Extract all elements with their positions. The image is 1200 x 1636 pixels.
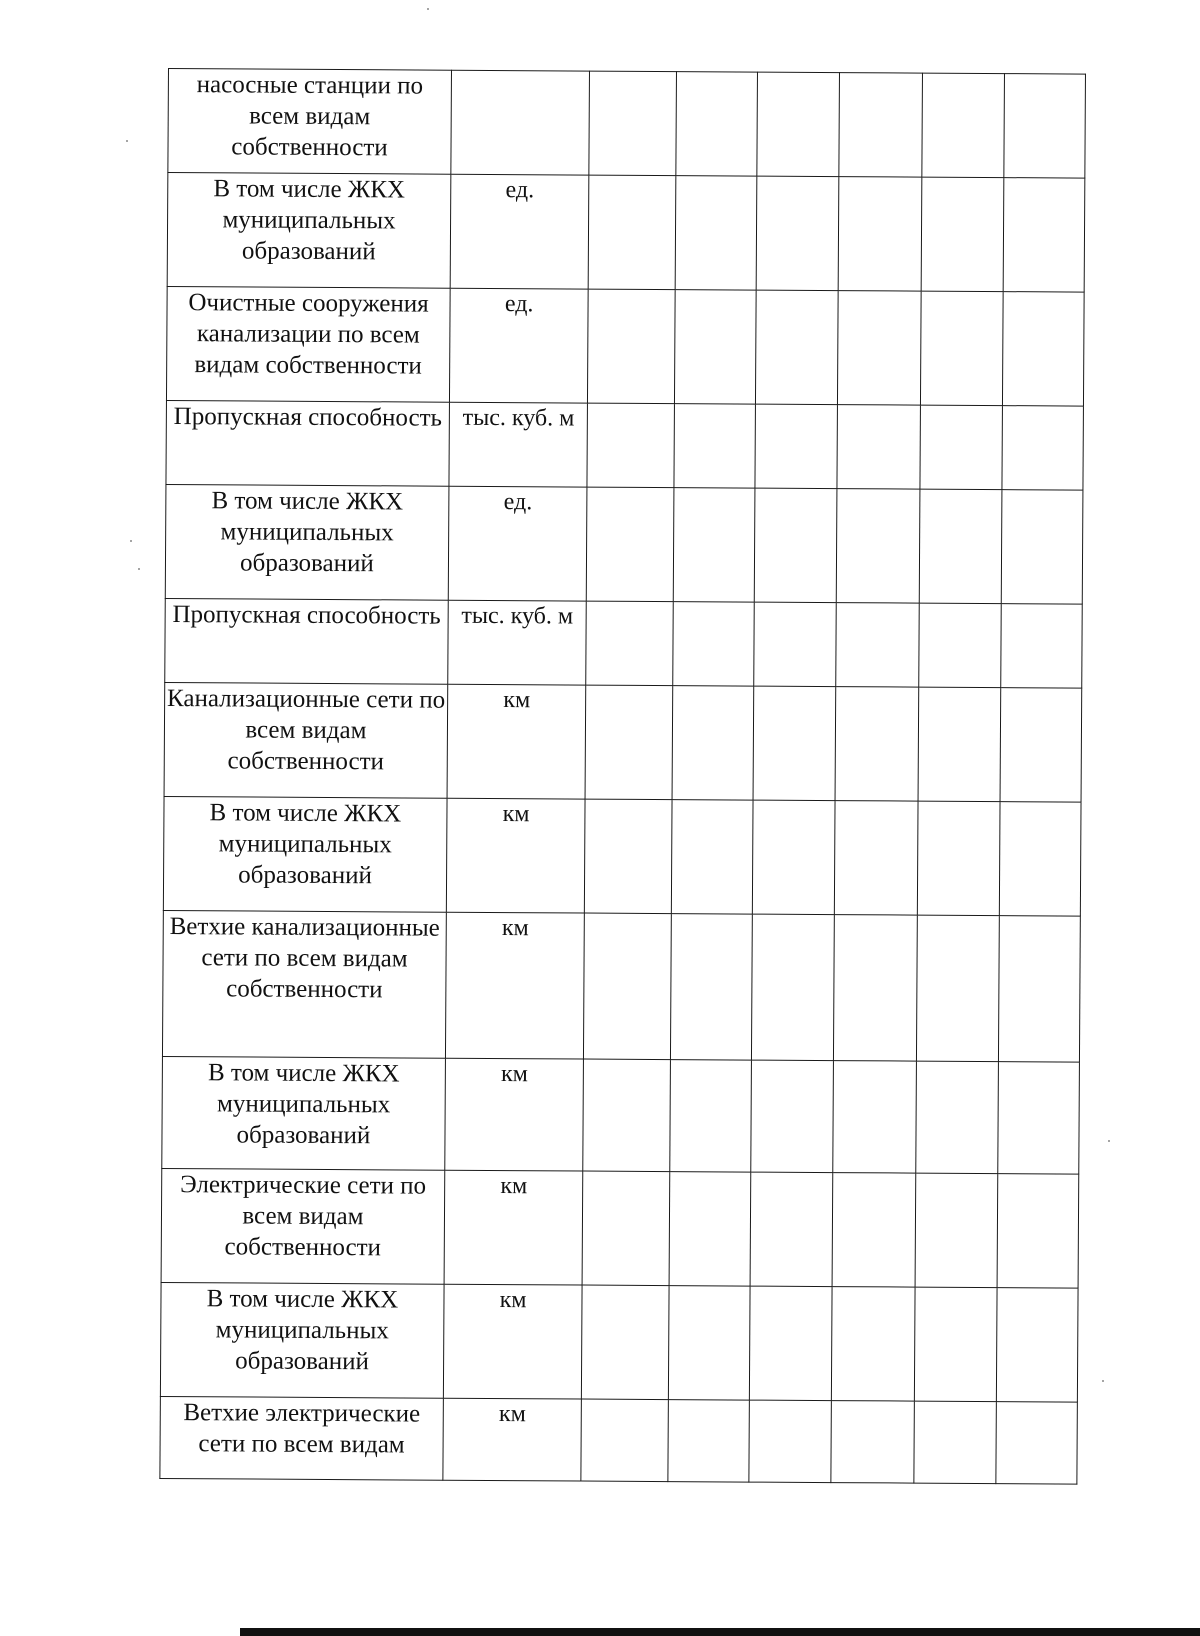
table-row [165, 484, 1083, 604]
table-row [167, 173, 1085, 293]
row-name: Ветхие электрические сети по всем видам [160, 1396, 443, 1480]
empty-cell [835, 801, 918, 916]
empty-cell [834, 915, 917, 1062]
empty-cell [588, 289, 675, 404]
empty-cell [586, 601, 673, 686]
table-row [162, 1056, 1080, 1174]
empty-cell [672, 686, 753, 800]
empty-cell [587, 403, 674, 488]
row-unit: км [445, 1058, 584, 1171]
table-row [163, 796, 1081, 916]
empty-cell [752, 800, 835, 915]
scan-speck [427, 8, 429, 10]
empty-cell [671, 800, 752, 914]
empty-cell [589, 71, 676, 176]
row-name: Пропускная способность [165, 598, 448, 684]
empty-cell [756, 72, 839, 177]
empty-cell [1004, 74, 1085, 178]
table-row [160, 1282, 1078, 1402]
empty-cell [919, 489, 1002, 604]
row-name: насосные станции по всем видам собственности [168, 69, 452, 175]
empty-cell [584, 913, 672, 1060]
empty-cell [673, 602, 754, 686]
scan-speck [1102, 1380, 1104, 1382]
table-row [164, 682, 1082, 802]
empty-cell [922, 73, 1005, 178]
row-unit: км [445, 912, 584, 1059]
table-row [166, 400, 1083, 490]
empty-cell [832, 1287, 915, 1402]
row-unit: км [443, 1284, 582, 1399]
empty-cell [669, 1172, 750, 1286]
empty-cell [668, 1286, 749, 1400]
row-unit: км [447, 684, 586, 799]
empty-cell [1000, 802, 1081, 916]
scan-speck [1108, 1140, 1110, 1142]
row-unit: ед. [448, 486, 587, 601]
empty-cell [1001, 604, 1082, 688]
empty-cell [588, 175, 675, 290]
empty-cell [835, 687, 918, 802]
empty-cell [673, 488, 754, 602]
empty-cell [756, 176, 839, 291]
row-name: В том числе ЖКХ муниципальных образований [163, 796, 447, 912]
empty-cell [675, 176, 756, 290]
table-row [160, 1396, 1077, 1484]
empty-cell [581, 1399, 668, 1482]
row-name: Канализационные сети по всем видам собственности [164, 682, 448, 798]
empty-cell [916, 1061, 999, 1174]
empty-cell [837, 405, 920, 490]
row-name: В том числе ЖКХ муниципальных образований [162, 1056, 446, 1170]
empty-cell [1003, 292, 1084, 406]
empty-cell [676, 72, 757, 176]
row-name: Ветхие канализационные сети по всем видам собственности [162, 910, 446, 1058]
empty-cell [997, 1174, 1078, 1288]
empty-cell [996, 1402, 1077, 1484]
empty-cell [668, 1400, 749, 1482]
row-name: Очистные сооружения канализации по всем видам собственности [166, 286, 450, 402]
empty-cell [920, 405, 1003, 490]
row-unit [451, 70, 590, 175]
table-row [162, 910, 1080, 1062]
table-row [166, 286, 1084, 406]
row-unit: ед. [449, 288, 588, 403]
empty-cell [750, 1060, 833, 1173]
empty-cell [751, 914, 834, 1061]
empty-cell [997, 1288, 1078, 1402]
empty-cell [917, 801, 1000, 916]
empty-cell [914, 1287, 997, 1402]
empty-cell [921, 177, 1004, 292]
row-name: В том числе ЖКХ муниципальных образований [165, 484, 449, 600]
row-unit: км [444, 1170, 583, 1285]
empty-cell [920, 291, 1003, 406]
empty-cell [838, 291, 921, 406]
row-unit: тыс. куб. м [448, 600, 587, 685]
row-name: В том числе ЖКХ муниципальных образований [167, 173, 451, 289]
empty-cell [753, 602, 836, 687]
empty-cell [749, 1286, 832, 1401]
empty-cell [587, 487, 674, 602]
empty-cell [582, 1285, 669, 1400]
empty-cell [839, 73, 922, 178]
row-name: Пропускная способность [166, 400, 449, 486]
empty-cell [748, 1400, 831, 1483]
empty-cell [582, 1171, 669, 1286]
row-unit: тыс. куб. м [449, 402, 588, 487]
empty-cell [754, 488, 837, 603]
empty-cell [832, 1173, 915, 1288]
table-body [160, 69, 1086, 1485]
scan-edge-bar [240, 1628, 1200, 1636]
empty-cell [919, 603, 1002, 688]
empty-cell [1000, 688, 1081, 802]
empty-cell [836, 603, 919, 688]
empty-cell [585, 685, 672, 800]
empty-cell [999, 916, 1080, 1062]
scan-speck [138, 568, 140, 570]
empty-cell [583, 1059, 670, 1172]
empty-cell [753, 686, 836, 801]
empty-cell [998, 1062, 1079, 1174]
empty-cell [670, 1060, 751, 1172]
empty-cell [1002, 406, 1083, 490]
empty-cell [915, 1173, 998, 1288]
empty-cell [831, 1401, 914, 1484]
empty-cell [675, 290, 756, 404]
table-row [165, 598, 1082, 688]
empty-cell [750, 1172, 833, 1287]
empty-cell [836, 489, 919, 604]
empty-cell [755, 404, 838, 489]
empty-cell [838, 177, 921, 292]
empty-cell [1004, 178, 1085, 292]
row-name: В том числе ЖКХ муниципальных образований [160, 1282, 444, 1398]
row-unit: ед. [450, 174, 589, 289]
empty-cell [755, 290, 838, 405]
row-name: Электрические сети по всем видам собственности [161, 1168, 445, 1284]
table-row [161, 1168, 1079, 1288]
scan-speck [126, 140, 128, 142]
empty-cell [674, 404, 755, 488]
empty-cell [833, 1061, 916, 1174]
empty-cell [916, 915, 999, 1062]
empty-cell [670, 914, 751, 1060]
scan-speck [130, 540, 132, 542]
row-unit: км [443, 1398, 582, 1481]
empty-cell [1002, 490, 1083, 604]
row-unit: км [446, 798, 585, 913]
empty-cell [914, 1401, 997, 1484]
table-row [168, 69, 1086, 179]
empty-cell [585, 799, 672, 914]
data-table [159, 68, 1086, 1485]
empty-cell [918, 687, 1001, 802]
